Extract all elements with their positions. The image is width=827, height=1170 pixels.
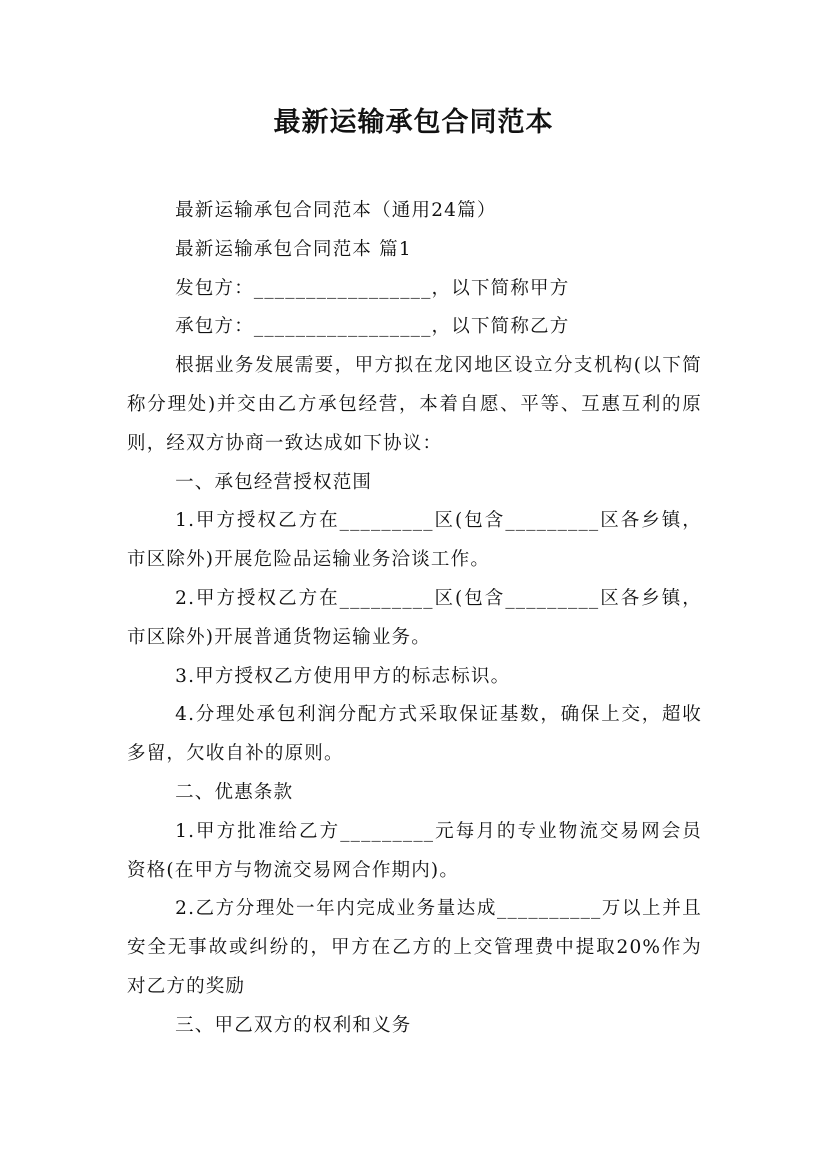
- clause-1-2: 2.甲方授权乙方在_________区(包含_________区各乡镇，市区除外)开展普通货物运输业务。: [127, 587, 702, 648]
- document-body: [127, 192, 702, 1046]
- paragraph-section-heading: 最新运输承包合同范本 篇1: [175, 238, 412, 260]
- clause-2-1: 1.甲方批准给乙方_________元每月的专业物流交易网会员资格(在甲方与物流交易网合作期内)。: [127, 820, 702, 881]
- clause-1-1: 1.甲方授权乙方在_________区(包含_________区各乡镇，市区除外)开展危险品运输业务洽谈工作。: [127, 510, 702, 571]
- clause-1-3: 3.甲方授权乙方使用甲方的标志标识。: [175, 665, 511, 687]
- paragraph-party-a: 发包方：_________________，以下简称甲方: [175, 277, 570, 299]
- document-title: 最新运输承包合同范本: [273, 107, 554, 138]
- heading-preferential-terms: 二、优惠条款: [175, 781, 294, 803]
- heading-scope: 一、承包经营授权范围: [175, 471, 373, 493]
- heading-rights-obligations: 三、甲乙双方的权利和义务: [175, 1014, 412, 1036]
- paragraph-subtitle: 最新运输承包合同范本（通用24篇）: [175, 200, 497, 221]
- clause-2-2: 2.乙方分理处一年内完成业务量达成__________万以上并且安全无事故或纠纷的，甲方在乙方的上交管理费中提取20%作为对乙方的奖励: [127, 898, 702, 997]
- paragraph-preamble: 根据业务发展需要，甲方拟在龙冈地区设立分支机构(以下简称分理处)并交由乙方承包经营，本着自愿、平等、互惠互利的原则，经双方协商一致达成如下协议：: [127, 355, 702, 454]
- clause-1-4: 4.分理处承包利润分配方式采取保证基数，确保上交，超收多留，欠收自补的原则。: [127, 704, 702, 765]
- paragraph-party-b: 承包方：_________________，以下简称乙方: [175, 316, 570, 338]
